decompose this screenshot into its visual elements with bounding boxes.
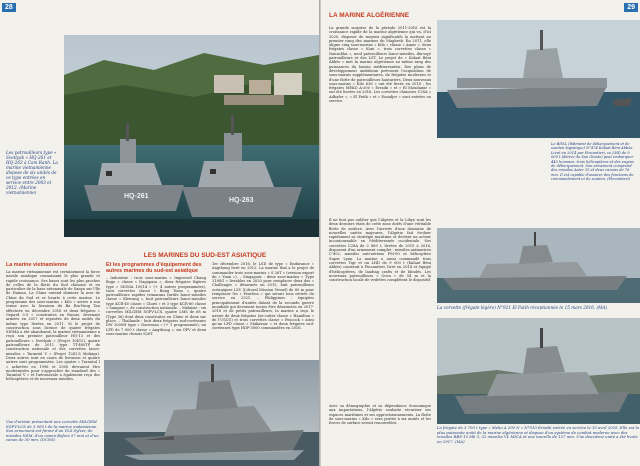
- patrol-boats-illustration: [64, 35, 319, 237]
- top-photo-caption: Les patrouilleurs type « Svetlyak » HQ-261 et HQ-263 à Cam Ranh. La marine vietnamienne dispose de six unités de ce type entrées en service entre 2003 et 2012. (Marine vietnamienne): [6, 150, 58, 195]
- vietnam-body: La marine vietnamienne est certainement la force navale asiatique connaissant le plus grande et rapide croissance. Ses bases sont les plus proches de celles de la flotte du Sud chinoise et en particulier de la base aéronavale de Sanya sur l'île de Hainan. La Chine entend dominer la mer de Chine du Sud et se heurte à cette marine. Le programme des sous-marins « Kilo » arrive à son terme avec la livraison du Ba Ria-Vung Tau effectuée en décembre 2016 et deux frégates « Gepard 3.9 » construites en Russie, devenant armées en 2017 et reposées de deux unités du même type livrées en 2011. Si le projet de construction sous licence de quatre frégates SIGMA a été abandonné, la marine vietnamienne a reçu son premier patrouilleur HQ-13 et des patrouilleurs « Svetlyak » (Projet 10412), quatre patrouilleurs de 2011 type TT-400TP de construction nationale et des corvettes lance-missiles « Tarantul V » (Projet 1241.8 Molniya). Deux autres sont en cours de livraison et quatre autres sont programmées. Les quatre « Tarantul I » achetées en 1996 et 2000 devraient être modernisées pour s'approcher du standard des « Tarantul V » et l'aéronavale a également reçu des hélicoptères et de nouveaux missiles.: [6, 270, 100, 382]
- column-programs: [106, 262, 206, 364]
- frigate-photo: [437, 318, 640, 424]
- algeria-body-1: La grande surprise de la période 2011-2016 est la croissance rapide de la marine algérienne qui va, d'ici 2020, disposer de moyens significatifs la mettant au premier rang des marines du Maghreb. En 2011, elle aligne cinq sous-marins « Kilo » classe « Amur », deux frégates classe « Koni », trois corvettes classe « Nanuchka », neuf patrouilleurs lance-missiles, dix-sept patrouilleurs et des LST. Le projet de « Kalaat Béni Abbès » met la marine algérienne au même rang des puissances du bassin méditerranéen. Des plans de développement ambitieux prévoient l'acquisition de sous-marins supplémentaires, de frégates modernes et d'une flotte de patrouilleurs hauturiers. Deux nouveaux sous-marins « Kilo 636 » ont été livrés en 2018 ; les frégates MEKO A-200 « Erradii » et « El Moudamir » ont été livrées en 2016. Les corvettes chinoises C28A « Adhafer », « El Fatih » et « Ezzadjer » sont entrées en service.: [329, 26, 431, 104]
- left-page: [0, 0, 319, 466]
- right-page: [321, 0, 640, 466]
- bottom-photo-caption: Vue d'artiste présentant une corvette MILGEM SGPV-LCS de 3 000 t de la marine malaisienne. Son armement est formé d'un VLS Sylver, de missiles NSM, d'un canon Bofors 57 mm et d'un canon de 30 mm. (DCNS): [6, 419, 99, 443]
- corvette-illustration: [104, 360, 319, 466]
- algeria-body-2: Il ne faut pas oublier que l'Algérie et la Libye sont les deux derniers états de cette zone dotés d'une véritable flotte de surface. Avec l'arrivée d'une douzaine de nouvelles unités majeures, l'Algérie fait évoluer rapidement sa stratégie maritime et devient un acteur incontournable en Méditerranée occidentale. Ses corvettes C28A de 2 880 t, livrées de 2015 à 2016, disposent d'un armement complet : missiles antinavires C-802, missiles anti-aériens FM-90 et hélicoptère Super Lynx. La marine a aussi commandé trois corvettes Tigr et un LHD de 9 000 t (Kalaat Béni Abbès) construit à Fincantieri, livré en 2014 et équipé d'hélicoptères, de landing crafts et de blindés. Les nouveaux patrouilleurs « Ocea » de 54 m et la construction locale de vedettes complètent le dispositif.: [329, 218, 431, 283]
- programs-body: – Indonésie : trois sous-marins « Improved Chang Bogo » classe « Nagapasa », deux frégates légères type « SIGMA 10514 » (+ 4 autres programmées), trois corvettes classe « Bung Tomo », quatre patrouilleurs rapides trimarans furtifs lance-missiles classe « Klewang », huit patrouilleurs lance-missiles type KCR-40 classe « Clurit » et 3 type KCR-60 classe « Sampari », de construction nationale. – Malaisie : six corvettes MILGEM SGPV-LCS, quatre LMS de 68 m (Type 56) dont deux construites en Chine et deux sur place. – Thaïlande : huit deux frégates sud-coréennes DW 3000H type « Naresuan » (+ 1 programmée), un LPD de 7 000 t classe « Angthong », six OPV et deux sous-marins chinois S26T.: [106, 276, 206, 336]
- lhd-caption: Le BDSL (bâtiment de débarquement et de soutien logistique) N°474 Kalaat Béni Abbès. Livré en 2014 par Fincantieri, ce LHD de 9 000 t (dérivé du San Giusto) peut embarquer 440 hommes, trois hélicoptères et des engins de débarquement. Son armement comprend des missiles Aster 15 et deux canons de 76 mm. Il est capable d'assurer des fonctions de commandement et de soutien. (Fincantieri): [551, 142, 634, 182]
- section-title-asia: LES MARINES DU SUD-EST ASIATIQUE: [143, 252, 267, 259]
- frigate-illustration: [437, 318, 640, 424]
- corvette-photo: [437, 228, 640, 303]
- vietnam-heading: La marine vietnamienne: [6, 262, 68, 268]
- page-number-left: 28: [2, 3, 16, 12]
- hull-number-right: HQ-263: [229, 197, 254, 204]
- patrol-boats-photo: [64, 35, 319, 237]
- lhd-illustration: [437, 20, 640, 138]
- section-title-algeria: LA MARINE ALGÉRIENNE: [329, 12, 410, 19]
- corvette-render-photo: [104, 360, 319, 466]
- programs-heading: Et les programmes d'équipement des autres marines du sud-est asiatique: [106, 262, 202, 274]
- corvette-caption: La corvette (frégate légère) N°921 El Fatih réceptionnée le 15 mars 2016. (MA): [437, 305, 608, 310]
- algeria-body-3: Avec sa démographie et sa dépendance économique aux importations, l'Algérie souhaite sécuriser ses espaces maritimes et ses approvisionnements. La flotte de sous-marins « Kilo » sera portée à six unités et les forces de surface seront renouvelées.: [329, 404, 431, 426]
- programs-body-continued: 1er décembre 2016, le LSD de type « Endurance » Angthong livré en 2012. La marine thaï a le projet de commander trois sous-marins « S 26T » (version export du « Yuan »). – Singapour : deux sous-marins « Type 218SG » livrables en 2020 pour remplacer deux des « Challenger » désarmés en 2015, huit patrouilleurs océaniques LSV (Littoral Mission Vessel) de 80 m pour remplacer les « Fearless » qui seront tous retirés du service en 2021. – Philippines : équipées principalement d'unités datant de la seconde guerre mondiale qui devraient toutes être désarmées en 2017-2018 et de petits patrouilleurs, la marine a reçu le navire de deux frégates (ex-cutter classe « Hamilton » de l'USCG) et trois corvettes classe « Peacock » ainsi qu'un LPD classe « Makassar » et deux frégates sud-coréennes type HDF-3000 commandées en 2016.: [212, 262, 314, 331]
- column-vietnam: [6, 262, 100, 420]
- page-number-right: 29: [624, 3, 638, 12]
- hull-number-left: HQ-261: [124, 193, 149, 200]
- frigate-caption: La frégate de 3 700 t type « Meko A 200 N » N°910 Erradii entrée en service le 10 avril 2016. Elle est la plus puissante unité de la marine algérienne et dispose d'un système de combat moderne avec des missiles RBS-15 Mk 3, 32 missiles VL MICA et une tourelle de 127 mm. Une deuxième unité a été livrée en 2017. (MA): [437, 425, 639, 444]
- lhd-photo: [437, 20, 640, 138]
- corvette-side-illustration: [437, 228, 640, 303]
